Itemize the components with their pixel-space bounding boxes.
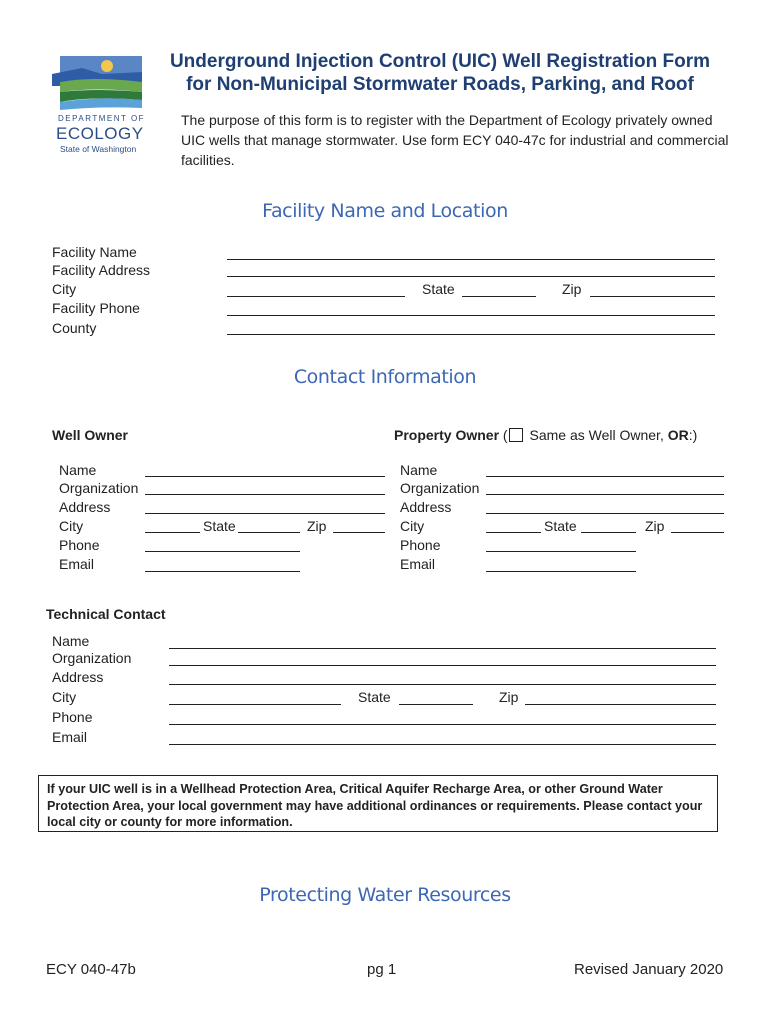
facility-heading: Facility Name and Location	[262, 200, 508, 222]
property-owner-name-field[interactable]	[486, 476, 724, 477]
logo-line3: State of Washington	[60, 144, 137, 154]
facility-name-label: Facility Name	[52, 244, 137, 260]
technical-address-label: Address	[52, 669, 104, 685]
property-owner-zip-field[interactable]	[671, 532, 724, 533]
facility-zip-field[interactable]	[590, 296, 715, 297]
facility-address-field[interactable]	[227, 276, 715, 277]
well-owner-address-field[interactable]	[145, 513, 385, 514]
ecology-logo	[52, 52, 152, 162]
form-title	[150, 50, 730, 96]
facility-zip-label: Zip	[562, 281, 582, 297]
intro-text: The purpose of this form is to register with the Department of Ecology privately owned UIC wells that manage stormwater. Use form ECY 040-47c for industrial and commercial facilities.	[181, 112, 729, 168]
property-owner-state-field[interactable]	[581, 532, 636, 533]
well-owner-email-label: Email	[59, 556, 95, 572]
technical-state-label: State	[358, 689, 391, 705]
well-owner-zip-field[interactable]	[333, 532, 385, 533]
well-owner-phone-label: Phone	[59, 537, 100, 553]
or-label: OR	[667, 427, 689, 443]
property-owner-organization-label: Organization	[400, 480, 480, 496]
well-owner-name-field[interactable]	[145, 476, 385, 477]
well-owner-address-label: Address	[59, 499, 111, 515]
contact-heading: Contact Information	[293, 366, 477, 388]
form-title-line2: for Non-Municipal Stormwater Roads, Parking, and Roof	[186, 74, 694, 95]
facility-city-field[interactable]	[227, 296, 405, 297]
well-owner-state-field[interactable]	[238, 532, 300, 533]
technical-state-field[interactable]	[399, 704, 473, 705]
well-owner-zip-label: Zip	[307, 518, 327, 534]
technical-email-label: Email	[52, 729, 88, 745]
property-owner-paren-open: (	[502, 427, 508, 443]
property-owner-phone-label: Phone	[400, 537, 441, 553]
property-owner-name-label: Name	[400, 462, 438, 478]
technical-organization-field[interactable]	[169, 665, 716, 666]
property-owner-paren-close: :)	[688, 427, 698, 443]
wellhead-notice: If your UIC well is in a Wellhead Protection Area, Critical Aquifer Recharge Area, or other Ground Water Protection Area, your local government may have additional ordinances or requirements. Please contact your local city or county for more information.	[38, 775, 718, 832]
property-owner-email-label: Email	[400, 556, 436, 572]
technical-city-field[interactable]	[169, 704, 341, 705]
technical-zip-field[interactable]	[525, 704, 716, 705]
technical-zip-label: Zip	[499, 689, 519, 705]
property-owner-city-label: City	[400, 518, 425, 534]
well-owner-organization-field[interactable]	[145, 494, 385, 495]
facility-city-label: City	[52, 281, 77, 297]
property-owner-address-field[interactable]	[486, 513, 724, 514]
form-title-line1: Underground Injection Control (UIC) Well Registration Form	[169, 51, 711, 72]
well-owner-email-field[interactable]	[145, 571, 300, 572]
well-owner-city-field[interactable]	[145, 532, 200, 533]
facility-name-field[interactable]	[227, 259, 715, 260]
facility-phone-field[interactable]	[227, 315, 715, 316]
technical-contact-heading: Technical Contact	[46, 606, 166, 622]
technical-phone-label: Phone	[52, 709, 93, 725]
facility-state-label: State	[422, 281, 455, 297]
footer-page-number: pg 1	[367, 961, 397, 978]
well-owner-heading: Well Owner	[52, 427, 128, 443]
well-owner-city-label: City	[59, 518, 84, 534]
facility-address-label: Facility Address	[52, 262, 151, 278]
well-owner-state-label: State	[203, 518, 236, 534]
property-owner-zip-label: Zip	[645, 518, 665, 534]
footer-revised-date: Revised January 2020	[574, 961, 724, 978]
technical-address-field[interactable]	[169, 684, 716, 685]
technical-email-field[interactable]	[169, 744, 716, 745]
logo-line1: DEPARTMENT OF	[58, 114, 146, 123]
property-owner-state-label: State	[544, 518, 577, 534]
technical-name-label: Name	[52, 633, 90, 649]
property-owner-email-field[interactable]	[486, 571, 636, 572]
protecting-heading: Protecting Water Resources	[259, 884, 511, 906]
technical-city-label: City	[52, 689, 77, 705]
technical-organization-label: Organization	[52, 650, 132, 666]
facility-phone-label: Facility Phone	[52, 300, 140, 316]
same-as-well-owner-checkbox[interactable]	[509, 428, 523, 442]
facility-state-field[interactable]	[462, 296, 536, 297]
property-owner-organization-field[interactable]	[486, 494, 724, 495]
facility-county-field[interactable]	[227, 334, 715, 335]
footer-form-number: ECY 040-47b	[46, 961, 136, 978]
technical-phone-field[interactable]	[169, 724, 716, 725]
same-as-well-owner-label: Same as Well Owner,	[529, 427, 668, 443]
property-owner-address-label: Address	[400, 499, 452, 515]
logo-line2: ECOLOGY	[56, 124, 144, 143]
property-owner-heading	[394, 426, 697, 445]
technical-name-field[interactable]	[169, 648, 716, 649]
property-owner-city-field[interactable]	[486, 532, 541, 533]
facility-county-label: County	[52, 320, 97, 336]
property-owner-phone-field[interactable]	[486, 551, 636, 552]
well-owner-phone-field[interactable]	[145, 551, 300, 552]
property-owner-label: Property Owner	[394, 427, 500, 443]
well-owner-name-label: Name	[59, 462, 97, 478]
well-owner-organization-label: Organization	[59, 480, 139, 496]
